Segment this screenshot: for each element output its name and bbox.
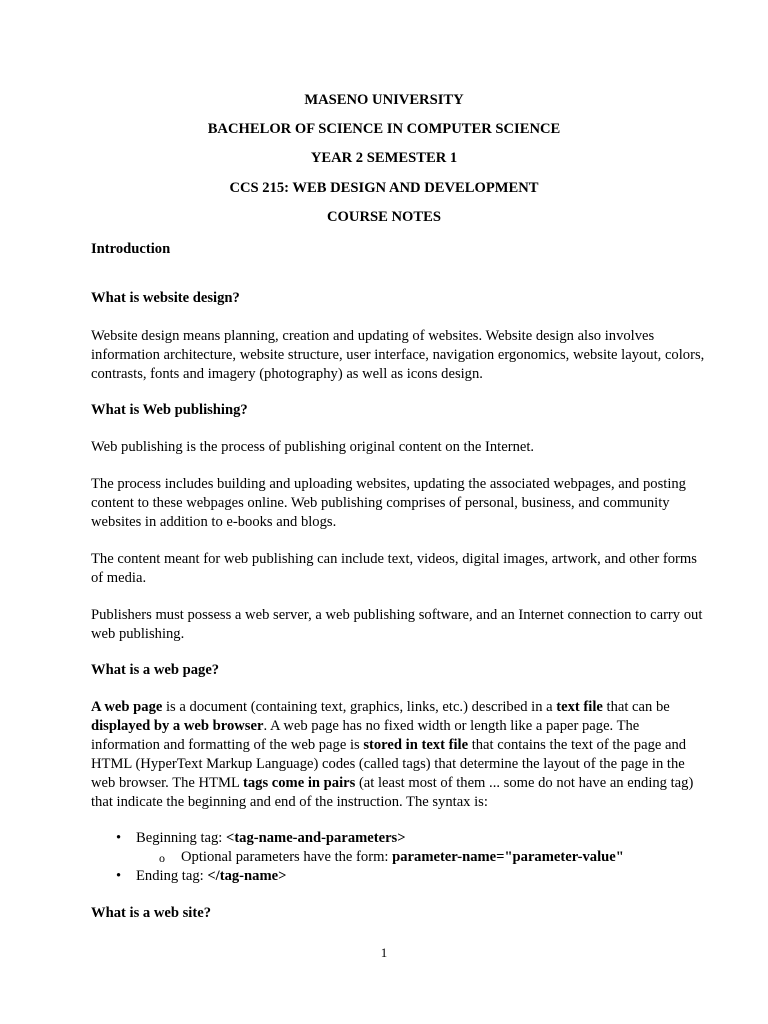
list-item-label: Ending tag: [136, 868, 208, 884]
text-line: The content meant for web publishing can include text, videos, digital images, artwork, and other forms [91, 551, 697, 567]
text-run: that contains the text of the page and [468, 737, 687, 753]
list-item-ending-tag [136, 867, 286, 886]
course-notes-title: COURSE NOTES [327, 209, 441, 225]
text-line: HTML (HyperText Markup Language) codes (called tags) that determine the layout of the page in the [91, 756, 685, 772]
text-line: The process includes building and uploading websites, updating the associated webpages, and posting [91, 476, 686, 492]
text-run: that can be [602, 699, 670, 715]
web-publishing-requirements-paragraph [91, 606, 703, 644]
text-line: Web publishing is the process of publishing original content on the Internet. [91, 439, 535, 455]
list-item-label: Optional parameters have the form: [181, 849, 393, 865]
bullet-glyph: • [116, 830, 122, 846]
list-item-label: Beginning tag: [136, 830, 226, 846]
web-publishing-process-paragraph [91, 475, 691, 532]
text-run: is a document (containing text, graphics, links, etc.) described in a [162, 699, 557, 715]
bold-term: displayed by a web browser [91, 718, 264, 734]
list-item-value: </tag-name> [207, 868, 287, 884]
web-site-heading: What is a web site? [91, 905, 211, 921]
program-title: BACHELOR OF SCIENCE IN COMPUTER SCIENCE [207, 121, 561, 137]
bold-term: A web page [91, 699, 163, 715]
list-item-value: <tag-name-and-parameters> [226, 830, 406, 846]
text-line: contrasts, fonts and imagery (photography) as well as icons design. [91, 366, 483, 382]
bullet-glyph: • [116, 868, 122, 884]
website-design-heading: What is website design? [91, 290, 240, 306]
text-run: web browser. The HTML [91, 775, 243, 791]
text-line [91, 774, 694, 793]
text-line: Website design means planning, creation and updating of websites. Website design also involves [91, 328, 655, 344]
text-line: that indicate the beginning and end of the instruction. The syntax is: [91, 794, 488, 810]
web-page-paragraph [91, 698, 694, 812]
text-line: websites in addition to e-books and blogs. [91, 514, 337, 530]
web-publishing-definition [91, 438, 691, 457]
university-title: MASENO UNIVERSITY [304, 92, 464, 108]
text-line [91, 698, 691, 717]
text-line [91, 717, 691, 736]
text-run: (at least most of them ... some do not have an ending tag) [355, 775, 694, 791]
text-line: of media. [91, 570, 147, 586]
list-item-value: parameter-name="parameter-value" [392, 849, 624, 865]
bold-term: text file [556, 699, 603, 715]
text-line: web publishing. [91, 626, 185, 642]
text-run: . A web page has no fixed width or length like a paper page. The [263, 718, 640, 734]
text-line [91, 736, 691, 755]
web-publishing-heading: What is Web publishing? [91, 402, 248, 418]
bold-term: tags come in pairs [243, 775, 356, 791]
page-number: 1 [380, 945, 388, 960]
list-item-beginning-tag [136, 829, 406, 848]
web-page-heading: What is a web page? [91, 662, 220, 678]
text-line: information architecture, website structure, user interface, navigation ergonomics, website layout, colors, [91, 347, 705, 363]
text-run: information and formatting of the web page is [91, 737, 364, 753]
bold-term: stored in text file [363, 737, 469, 753]
course-title: CCS 215: WEB DESIGN AND DEVELOPMENT [229, 180, 539, 196]
sub-bullet-glyph: o [159, 851, 165, 865]
list-item-optional-parameters [181, 848, 624, 867]
year-semester: YEAR 2 SEMESTER 1 [310, 150, 458, 166]
introduction-heading: Introduction [91, 241, 171, 257]
text-line: Publishers must possess a web server, a web publishing software, and an Internet connection to carry out [91, 607, 703, 623]
web-publishing-content-paragraph [91, 550, 697, 588]
website-design-paragraph [91, 327, 705, 384]
text-line: content to these webpages online. Web publishing comprises of personal, business, and community [91, 495, 670, 511]
